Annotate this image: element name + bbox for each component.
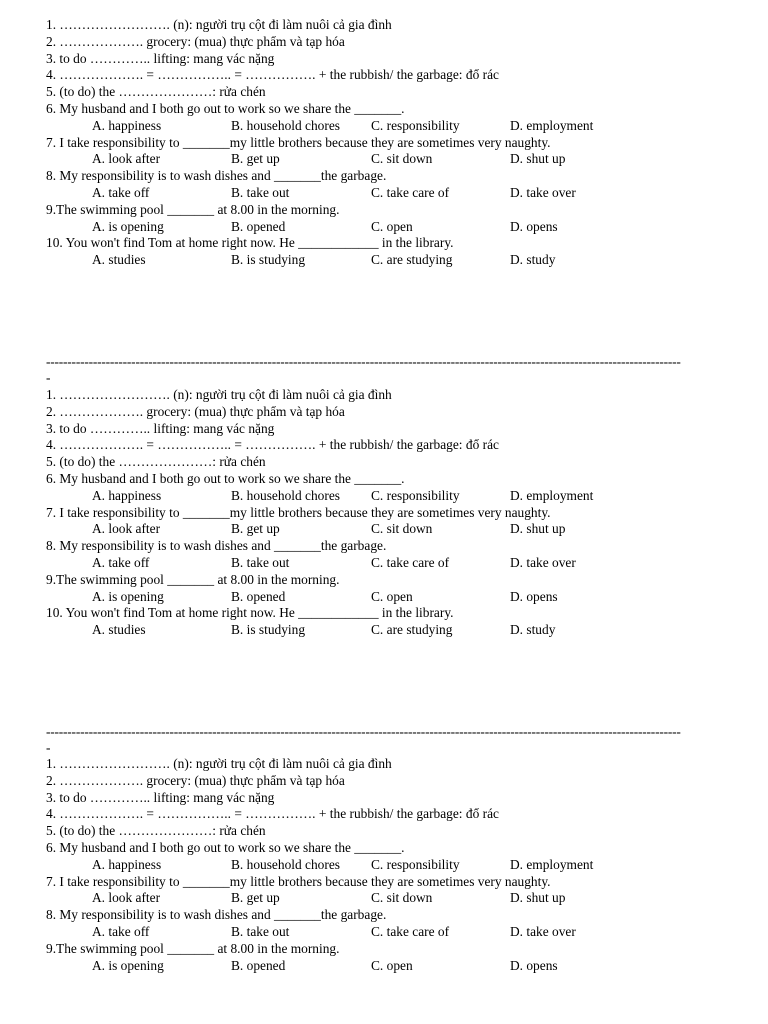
option-b: B. household chores <box>231 117 340 133</box>
question-7: 7. I take responsibility to _______my little brothers because they are sometimes very naughty. <box>46 873 551 889</box>
option-a: A. take off <box>92 184 150 200</box>
option-a: A. is opening <box>92 218 164 234</box>
item-3: 3. to do ………….. lifting: mang vác nặng <box>46 420 275 436</box>
question-7: 7. I take responsibility to _______my little brothers because they are sometimes very naughty. <box>46 504 551 520</box>
option-d: D. opens <box>510 588 558 604</box>
option-d: D. take over <box>510 184 576 200</box>
option-b: B. take out <box>231 184 290 200</box>
option-d: D. shut up <box>510 890 566 906</box>
question-6: 6. My husband and I both go out to work so we share the _______. <box>46 100 405 116</box>
item-5: 5. (to do) the …………………: rửa chén <box>46 823 266 839</box>
option-d: D. opens <box>510 218 558 234</box>
question-9-options <box>46 219 736 236</box>
option-a: A. look after <box>92 151 161 167</box>
option-b: B. opened <box>231 218 286 234</box>
option-d: D. employment <box>510 117 594 133</box>
item-4: 4. ………………. = …………….. = ……………. + the rubbish/ the garbage: đổ rác <box>46 437 499 453</box>
option-a: A. look after <box>92 521 161 537</box>
option-d: D. shut up <box>510 521 566 537</box>
option-c: C. sit down <box>371 521 433 537</box>
question-9: 9.The swimming pool _______ at 8.00 in the morning. <box>46 571 340 587</box>
exercise-block-2 <box>46 387 736 639</box>
option-b: B. opened <box>231 957 286 973</box>
cut-line-tail: - <box>46 370 51 385</box>
item-3: 3. to do ………….. lifting: mang vác nặng <box>46 50 275 66</box>
option-b: B. take out <box>231 923 290 939</box>
option-a: A. happiness <box>92 856 162 872</box>
question-7-options <box>46 890 736 907</box>
question-6: 6. My husband and I both go out to work so we share the _______. <box>46 470 405 486</box>
item-4: 4. ………………. = …………….. = ……………. + the rubbish/ the garbage: đổ rác <box>46 67 499 83</box>
item-4: 4. ………………. = …………….. = ……………. + the rubbish/ the garbage: đổ rác <box>46 806 499 822</box>
option-c: C. take care of <box>371 923 450 939</box>
option-b: B. get up <box>231 890 280 906</box>
question-9: 9.The swimming pool _______ at 8.00 in the morning. <box>46 201 340 217</box>
option-b: B. is studying <box>231 252 306 268</box>
question-7-options <box>46 151 736 168</box>
item-5: 5. (to do) the …………………: rửa chén <box>46 84 266 100</box>
question-7-options <box>46 521 736 538</box>
option-c: C. are studying <box>371 252 453 268</box>
exercise-block-3 <box>46 756 736 974</box>
option-c: C. sit down <box>371 151 433 167</box>
question-8: 8. My responsibility is to wash dishes and _______the garbage. <box>46 538 387 554</box>
option-c: C. open <box>371 588 413 604</box>
option-d: D. opens <box>510 957 558 973</box>
question-8: 8. My responsibility is to wash dishes and _______the garbage. <box>46 168 387 184</box>
option-a: A. studies <box>92 622 146 638</box>
item-2: 2. ………………. grocery: (mua) thực phẩm và tạp hóa <box>46 772 345 788</box>
question-10: 10. You won't find Tom at home right now. He ____________ in the library. <box>46 605 454 621</box>
option-c: C. are studying <box>371 622 453 638</box>
option-d: D. employment <box>510 487 594 503</box>
option-a: A. is opening <box>92 588 164 604</box>
option-d: D. study <box>510 252 556 268</box>
item-3: 3. to do ………….. lifting: mang vác nặng <box>46 789 275 805</box>
question-6-options <box>46 488 736 505</box>
option-a: A. take off <box>92 554 150 570</box>
question-10: 10. You won't find Tom at home right now. He ____________ in the library. <box>46 235 454 251</box>
option-b: B. take out <box>231 554 290 570</box>
question-8: 8. My responsibility is to wash dishes and _______the garbage. <box>46 907 387 923</box>
option-c: C. open <box>371 218 413 234</box>
option-c: C. sit down <box>371 890 433 906</box>
option-b: B. household chores <box>231 487 340 503</box>
option-d: D. take over <box>510 554 576 570</box>
option-a: A. take off <box>92 923 150 939</box>
question-8-options <box>46 555 736 572</box>
option-c: C. open <box>371 957 413 973</box>
option-d: D. take over <box>510 923 576 939</box>
question-6-options <box>46 118 736 135</box>
option-a: A. studies <box>92 252 146 268</box>
option-c: C. responsibility <box>371 117 460 133</box>
question-8-options <box>46 185 736 202</box>
question-10-options <box>46 622 736 639</box>
option-b: B. get up <box>231 151 280 167</box>
item-2: 2. ………………. grocery: (mua) thực phẩm và tạp hóa <box>46 33 345 49</box>
item-1: 1. ……………………. (n): người trụ cột đi làm nuôi cả gia đình <box>46 17 392 32</box>
item-1: 1. ……………………. (n): người trụ cột đi làm nuôi cả gia đình <box>46 756 392 771</box>
option-b: B. household chores <box>231 856 340 872</box>
option-d: D. shut up <box>510 151 566 167</box>
option-c: C. take care of <box>371 554 450 570</box>
question-7: 7. I take responsibility to _______my little brothers because they are sometimes very naughty. <box>46 134 551 150</box>
option-a: A. happiness <box>92 117 162 133</box>
cut-line-tail: - <box>46 740 51 755</box>
item-2: 2. ………………. grocery: (mua) thực phẩm và tạp hóa <box>46 403 345 419</box>
cut-line-separator: ----------------------------------------------------------------------------------------------------------------------------------------------------- <box>46 355 681 369</box>
option-d: D. study <box>510 622 556 638</box>
question-6: 6. My husband and I both go out to work so we share the _______. <box>46 839 405 855</box>
option-b: B. get up <box>231 521 280 537</box>
option-a: A. is opening <box>92 957 164 973</box>
item-1: 1. ……………………. (n): người trụ cột đi làm nuôi cả gia đình <box>46 387 392 402</box>
question-6-options <box>46 857 736 874</box>
question-9-options <box>46 958 736 975</box>
option-a: A. look after <box>92 890 161 906</box>
question-9: 9.The swimming pool _______ at 8.00 in the morning. <box>46 940 340 956</box>
question-8-options <box>46 924 736 941</box>
option-b: B. opened <box>231 588 286 604</box>
question-10-options <box>46 252 736 269</box>
option-c: C. responsibility <box>371 487 460 503</box>
question-9-options <box>46 589 736 606</box>
item-5: 5. (to do) the …………………: rửa chén <box>46 454 266 470</box>
option-a: A. happiness <box>92 487 162 503</box>
cut-line-separator: ----------------------------------------------------------------------------------------------------------------------------------------------------- <box>46 725 681 739</box>
exercise-block-1 <box>46 17 736 269</box>
option-d: D. employment <box>510 856 594 872</box>
option-c: C. take care of <box>371 184 450 200</box>
option-c: C. responsibility <box>371 856 460 872</box>
option-b: B. is studying <box>231 622 306 638</box>
